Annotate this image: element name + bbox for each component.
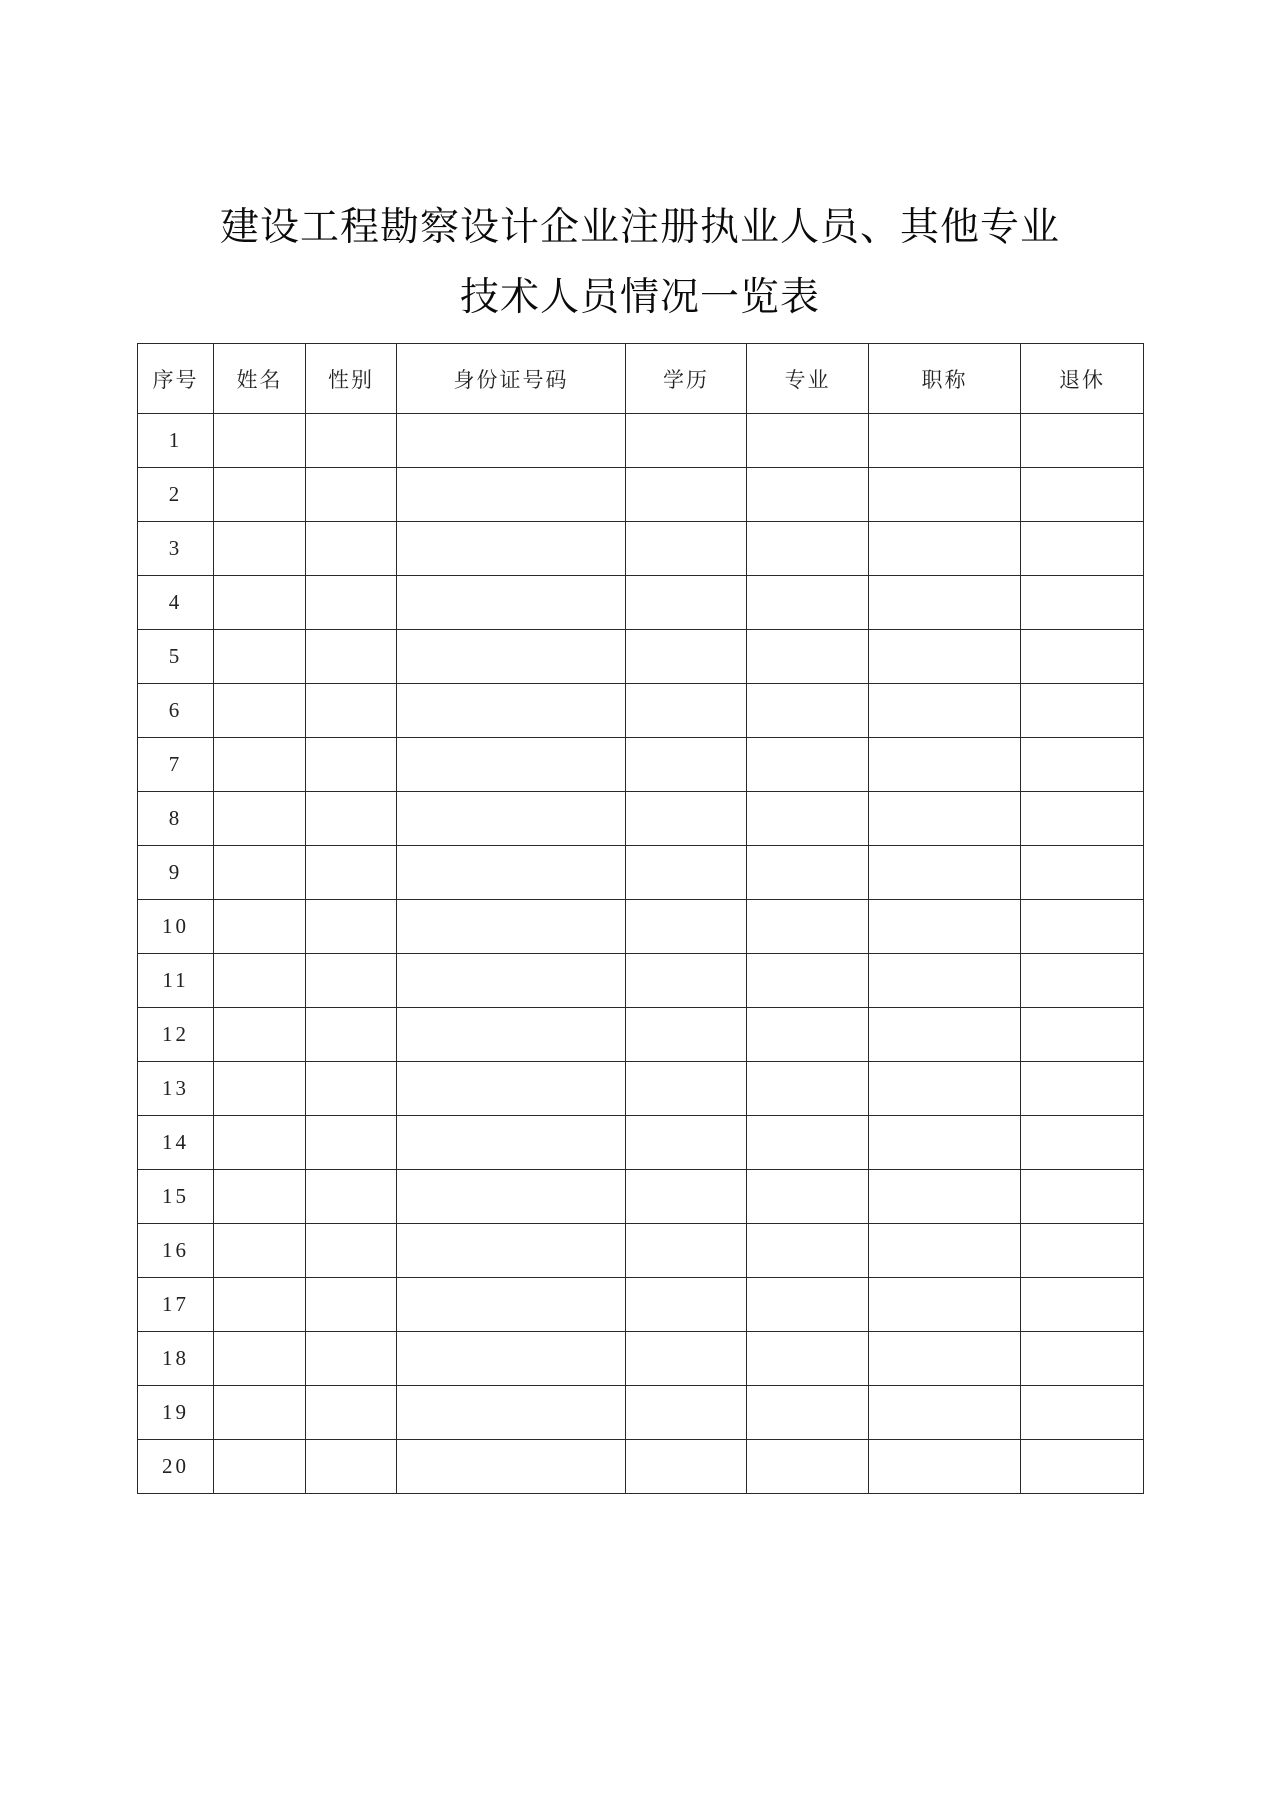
education-cell[interactable] (626, 576, 747, 630)
retired-cell[interactable] (1021, 1116, 1144, 1170)
retired-cell[interactable] (1021, 1386, 1144, 1440)
serial-no-cell: 17 (138, 1278, 214, 1332)
id-number-cell[interactable] (397, 1332, 626, 1386)
table-row (138, 414, 1144, 468)
table-row (138, 1062, 1144, 1116)
id-number-cell[interactable] (397, 738, 626, 792)
header-id-number: 身份证号码 (397, 344, 626, 414)
retired-cell[interactable] (1021, 738, 1144, 792)
retired-cell[interactable] (1021, 576, 1144, 630)
name-cell[interactable] (214, 468, 306, 522)
name-cell[interactable] (214, 792, 306, 846)
retired-cell[interactable] (1021, 414, 1144, 468)
serial-no-cell: 5 (138, 630, 214, 684)
gender-cell[interactable] (306, 738, 397, 792)
major-cell[interactable] (747, 522, 869, 576)
document-title-line-1: 建设工程勘察设计企业注册执业人员、其他专业 (219, 205, 1060, 250)
title-cell[interactable] (869, 630, 1021, 684)
major-cell[interactable] (747, 1224, 869, 1278)
education-cell[interactable] (626, 630, 747, 684)
id-number-cell[interactable] (397, 1440, 626, 1494)
table-row (138, 522, 1144, 576)
major-cell[interactable] (747, 414, 869, 468)
id-number-cell[interactable] (397, 954, 626, 1008)
name-cell[interactable] (214, 1386, 306, 1440)
serial-no-cell: 14 (138, 1116, 214, 1170)
major-cell[interactable] (747, 576, 869, 630)
name-cell[interactable] (214, 1062, 306, 1116)
education-cell[interactable] (626, 846, 747, 900)
education-cell[interactable] (626, 414, 747, 468)
name-cell[interactable] (214, 1224, 306, 1278)
major-cell[interactable] (747, 1008, 869, 1062)
gender-cell[interactable] (306, 792, 397, 846)
header-name: 姓名 (214, 344, 306, 414)
gender-cell[interactable] (306, 414, 397, 468)
education-cell[interactable] (626, 900, 747, 954)
title-cell[interactable] (869, 1440, 1021, 1494)
title-cell[interactable] (869, 792, 1021, 846)
id-number-cell[interactable] (397, 1278, 626, 1332)
serial-no-cell: 20 (138, 1440, 214, 1494)
id-number-cell[interactable] (397, 900, 626, 954)
title-cell[interactable] (869, 1170, 1021, 1224)
table-row (138, 576, 1144, 630)
retired-cell[interactable] (1021, 1224, 1144, 1278)
major-cell[interactable] (747, 1332, 869, 1386)
major-cell[interactable] (747, 468, 869, 522)
table-row (138, 1332, 1144, 1386)
table-row (138, 1170, 1144, 1224)
gender-cell[interactable] (306, 1062, 397, 1116)
gender-cell[interactable] (306, 846, 397, 900)
title-cell[interactable] (869, 1116, 1021, 1170)
id-number-cell[interactable] (397, 792, 626, 846)
gender-cell[interactable] (306, 684, 397, 738)
title-cell[interactable] (869, 1062, 1021, 1116)
title-cell[interactable] (869, 1008, 1021, 1062)
title-cell[interactable] (869, 900, 1021, 954)
retired-cell[interactable] (1021, 522, 1144, 576)
name-cell[interactable] (214, 1170, 306, 1224)
personnel-table (137, 343, 1144, 1494)
retired-cell[interactable] (1021, 630, 1144, 684)
serial-no-cell: 13 (138, 1062, 214, 1116)
table-row (138, 468, 1144, 522)
education-cell[interactable] (626, 1008, 747, 1062)
retired-cell[interactable] (1021, 684, 1144, 738)
title-cell[interactable] (869, 468, 1021, 522)
serial-no-cell: 2 (138, 468, 214, 522)
table-row (138, 1278, 1144, 1332)
major-cell[interactable] (747, 846, 869, 900)
gender-cell[interactable] (306, 1278, 397, 1332)
gender-cell[interactable] (306, 522, 397, 576)
education-cell[interactable] (626, 1278, 747, 1332)
education-cell[interactable] (626, 1332, 747, 1386)
major-cell[interactable] (747, 1170, 869, 1224)
table-row (138, 792, 1144, 846)
title-cell[interactable] (869, 414, 1021, 468)
serial-no-cell: 12 (138, 1008, 214, 1062)
title-cell[interactable] (869, 1278, 1021, 1332)
education-cell[interactable] (626, 522, 747, 576)
id-number-cell[interactable] (397, 684, 626, 738)
id-number-cell[interactable] (397, 1116, 626, 1170)
title-cell[interactable] (869, 522, 1021, 576)
name-cell[interactable] (214, 630, 306, 684)
table-row (138, 1386, 1144, 1440)
table-row (138, 684, 1144, 738)
id-number-cell[interactable] (397, 1170, 626, 1224)
header-gender: 性别 (306, 344, 397, 414)
serial-no-cell: 7 (138, 738, 214, 792)
id-number-cell[interactable] (397, 1386, 626, 1440)
table-row (138, 1440, 1144, 1494)
serial-no-cell: 15 (138, 1170, 214, 1224)
table-row (138, 1008, 1144, 1062)
serial-no-cell: 6 (138, 684, 214, 738)
table-row (138, 630, 1144, 684)
major-cell[interactable] (747, 1278, 869, 1332)
gender-cell[interactable] (306, 1440, 397, 1494)
id-number-cell[interactable] (397, 630, 626, 684)
gender-cell[interactable] (306, 468, 397, 522)
name-cell[interactable] (214, 1278, 306, 1332)
gender-cell[interactable] (306, 576, 397, 630)
serial-no-cell: 1 (138, 414, 214, 468)
name-cell[interactable] (214, 846, 306, 900)
major-cell[interactable] (747, 684, 869, 738)
gender-cell[interactable] (306, 1224, 397, 1278)
title-cell[interactable] (869, 954, 1021, 1008)
education-cell[interactable] (626, 1386, 747, 1440)
education-cell[interactable] (626, 1116, 747, 1170)
gender-cell[interactable] (306, 1116, 397, 1170)
education-cell[interactable] (626, 684, 747, 738)
header-serial-no: 序号 (138, 344, 214, 414)
education-cell[interactable] (626, 1170, 747, 1224)
header-education: 学历 (626, 344, 747, 414)
retired-cell[interactable] (1021, 468, 1144, 522)
title-cell[interactable] (869, 846, 1021, 900)
gender-cell[interactable] (306, 900, 397, 954)
major-cell[interactable] (747, 1386, 869, 1440)
title-cell[interactable] (869, 738, 1021, 792)
retired-cell[interactable] (1021, 1278, 1144, 1332)
table-header-row (138, 344, 1144, 414)
retired-cell[interactable] (1021, 1170, 1144, 1224)
name-cell[interactable] (214, 1008, 306, 1062)
name-cell[interactable] (214, 522, 306, 576)
serial-no-cell: 11 (138, 954, 214, 1008)
title-cell[interactable] (869, 684, 1021, 738)
id-number-cell[interactable] (397, 1224, 626, 1278)
major-cell[interactable] (747, 900, 869, 954)
education-cell[interactable] (626, 1224, 747, 1278)
serial-no-cell: 10 (138, 900, 214, 954)
name-cell[interactable] (214, 1332, 306, 1386)
title-cell[interactable] (869, 1332, 1021, 1386)
id-number-cell[interactable] (397, 1062, 626, 1116)
major-cell[interactable] (747, 630, 869, 684)
title-cell[interactable] (869, 1224, 1021, 1278)
major-cell[interactable] (747, 1062, 869, 1116)
education-cell[interactable] (626, 468, 747, 522)
retired-cell[interactable] (1021, 846, 1144, 900)
name-cell[interactable] (214, 414, 306, 468)
table-row (138, 1224, 1144, 1278)
education-cell[interactable] (626, 1440, 747, 1494)
retired-cell[interactable] (1021, 792, 1144, 846)
gender-cell[interactable] (306, 1332, 397, 1386)
table-row (138, 1116, 1144, 1170)
retired-cell[interactable] (1021, 1008, 1144, 1062)
retired-cell[interactable] (1021, 1062, 1144, 1116)
serial-no-cell: 8 (138, 792, 214, 846)
table-row (138, 954, 1144, 1008)
major-cell[interactable] (747, 1440, 869, 1494)
id-number-cell[interactable] (397, 846, 626, 900)
gender-cell[interactable] (306, 1170, 397, 1224)
gender-cell[interactable] (306, 630, 397, 684)
header-retired: 退休 (1021, 344, 1144, 414)
name-cell[interactable] (214, 576, 306, 630)
gender-cell[interactable] (306, 1008, 397, 1062)
education-cell[interactable] (626, 954, 747, 1008)
table-row (138, 738, 1144, 792)
title-cell[interactable] (869, 1386, 1021, 1440)
serial-no-cell: 16 (138, 1224, 214, 1278)
education-cell[interactable] (626, 738, 747, 792)
id-number-cell[interactable] (397, 414, 626, 468)
serial-no-cell: 18 (138, 1332, 214, 1386)
serial-no-cell: 9 (138, 846, 214, 900)
retired-cell[interactable] (1021, 900, 1144, 954)
major-cell[interactable] (747, 954, 869, 1008)
name-cell[interactable] (214, 1116, 306, 1170)
retired-cell[interactable] (1021, 1440, 1144, 1494)
name-cell[interactable] (214, 684, 306, 738)
id-number-cell[interactable] (397, 522, 626, 576)
id-number-cell[interactable] (397, 468, 626, 522)
education-cell[interactable] (626, 1062, 747, 1116)
document-title-line-2: 技术人员情况一览表 (459, 275, 820, 320)
gender-cell[interactable] (306, 1386, 397, 1440)
name-cell[interactable] (214, 738, 306, 792)
major-cell[interactable] (747, 1116, 869, 1170)
id-number-cell[interactable] (397, 1008, 626, 1062)
id-number-cell[interactable] (397, 576, 626, 630)
title-cell[interactable] (869, 576, 1021, 630)
serial-no-cell: 4 (138, 576, 214, 630)
header-major: 专业 (747, 344, 869, 414)
education-cell[interactable] (626, 792, 747, 846)
table-row (138, 846, 1144, 900)
name-cell[interactable] (214, 900, 306, 954)
serial-no-cell: 3 (138, 522, 214, 576)
table-row (138, 900, 1144, 954)
name-cell[interactable] (214, 954, 306, 1008)
retired-cell[interactable] (1021, 954, 1144, 1008)
retired-cell[interactable] (1021, 1332, 1144, 1386)
major-cell[interactable] (747, 792, 869, 846)
major-cell[interactable] (747, 738, 869, 792)
name-cell[interactable] (214, 1440, 306, 1494)
header-title: 职称 (869, 344, 1021, 414)
serial-no-cell: 19 (138, 1386, 214, 1440)
gender-cell[interactable] (306, 954, 397, 1008)
